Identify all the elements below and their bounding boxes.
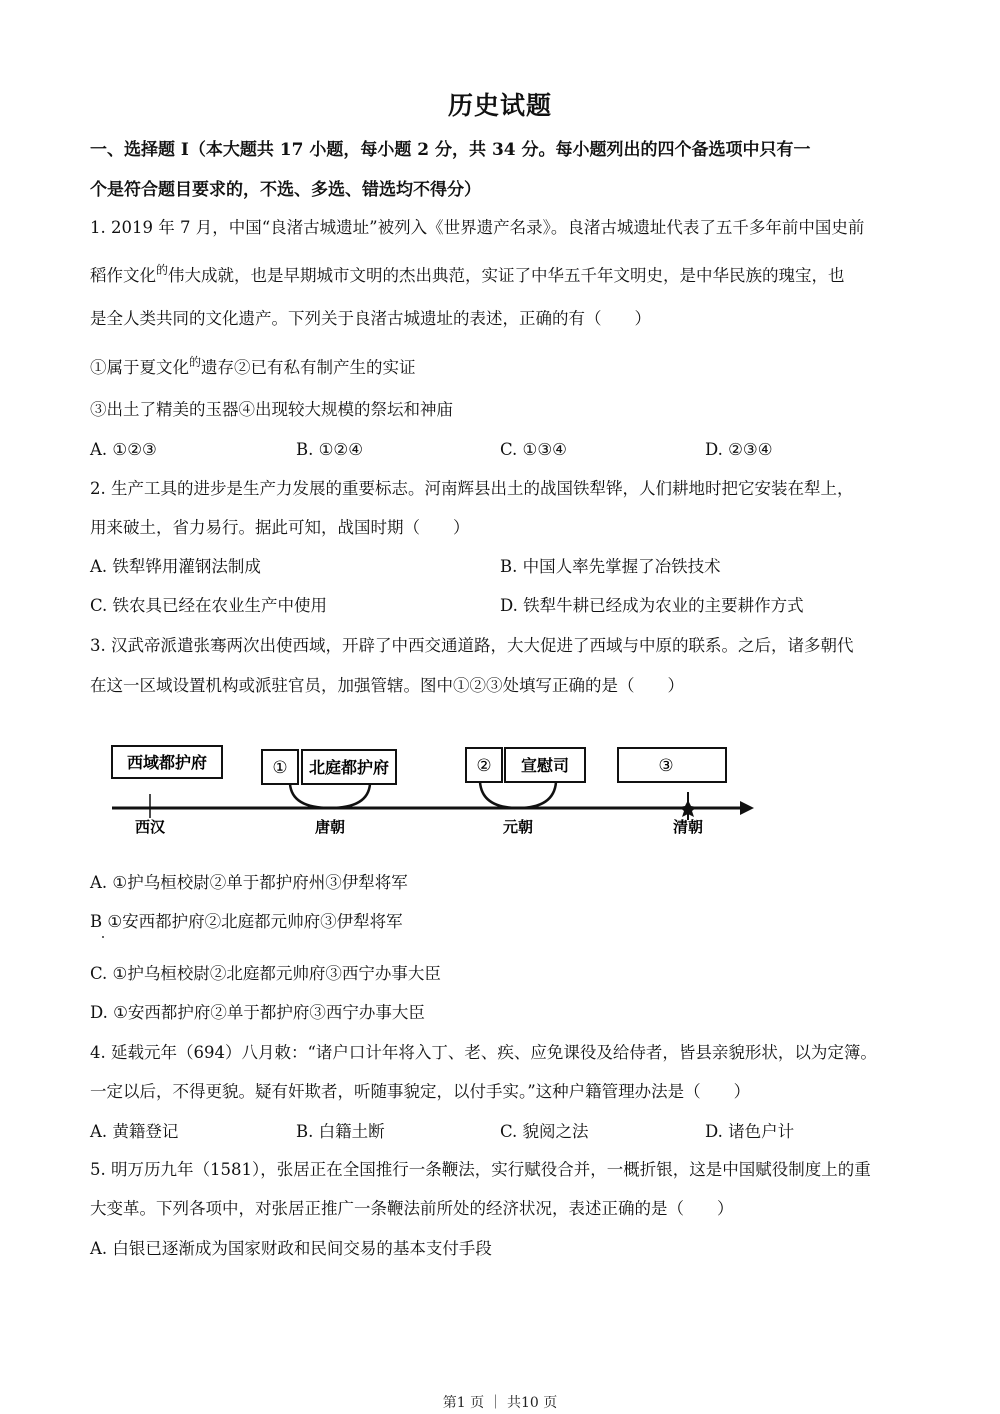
q5-stem-line2: 大变革。下列各项中，对张居正推广一条鞭法前所处的经济状况，表述正确的是（ ） <box>90 1199 734 1218</box>
q2-option-b[interactable]: B. 中国人率先掌握了冶铁技术 <box>500 557 721 576</box>
q4-stem-line1: 4. 延载元年（694）八月敕：“诸户口计年将入丁、老、疾、应免课役及给侍者，皆县亲貌形状，以为定簿。 <box>90 1043 877 1062</box>
q2-option-a[interactable]: A. 铁犁铧用灌钢法制成 <box>90 557 261 576</box>
q1-stem-line2 <box>90 263 845 287</box>
q2-option-d[interactable]: D. 铁犁牛耕已经成为农业的主要耕作方式 <box>500 596 804 615</box>
q4-option-b[interactable]: B. 白籍土断 <box>296 1122 385 1141</box>
q1-item1-sup: 的 <box>189 355 202 369</box>
q1-option-b[interactable]: B. ①②④ <box>296 440 363 459</box>
q3-stem-line1: 3. 汉武帝派遣张骞两次出使西域，开辟了中西交通道路，大大促进了西域与中原的联系。之后，诸多朝代 <box>90 636 854 655</box>
box-xiyu-label: 西域都护府 <box>126 753 208 772</box>
q4-option-a[interactable]: A. 黄籍登记 <box>90 1122 179 1141</box>
q1-stem-line2-sup: 的 <box>156 263 169 277</box>
section-heading-line1: 一、选择题 I（本大题共 17 小题，每小题 2 分，共 34 分。每小题列出的四个备选项中只有一 <box>90 140 811 160</box>
q3-option-c[interactable]: C. ①护乌桓校尉②北庭都元帅府③西宁办事大臣 <box>90 964 441 983</box>
q4-option-d[interactable]: D. 诸色户计 <box>705 1122 795 1141</box>
bracket-yuan <box>480 782 556 808</box>
timeline-arrowhead <box>740 801 754 815</box>
page-footer: 第1 页 ｜ 共10 页 <box>442 1395 558 1411</box>
q1-option-a[interactable]: A. ①②③ <box>90 440 157 459</box>
era-tang: 唐朝 <box>314 818 346 836</box>
box-blank-2-label: ② <box>476 756 492 776</box>
q5-option-a[interactable]: A. 白银已逐渐成为国家财政和民间交易的基本支付手段 <box>90 1239 492 1258</box>
q2-option-c[interactable]: C. 铁农具已经在农业生产中使用 <box>90 596 328 615</box>
q2-stem-line2: 用来破土，省力易行。据此可知，战国时期（ ） <box>90 518 470 537</box>
page-title: 历史试题 <box>447 91 552 120</box>
q3-option-b[interactable]: B ①安西都护府②北庭都元帅府③伊犁将军 <box>90 912 403 931</box>
bracket-tang <box>290 784 370 808</box>
era-xihan: 西汉 <box>134 818 166 836</box>
q1-item1-a: ①属于夏文化 <box>90 358 189 377</box>
q1-stem-line1: 1. 2019 年 7 月，中国“良渚古城遗址”被列入《世界遗产名录》。良渚古城遗址代表了五千多年前中国史前 <box>90 218 865 237</box>
q3-option-a[interactable]: A. ①护乌桓校尉②单于都护府州③伊犁将军 <box>90 873 408 892</box>
q3-option-d[interactable]: D. ①安西都护府②单于都护府③西宁办事大臣 <box>90 1003 425 1022</box>
box-blank-3-label: ③ <box>658 756 674 776</box>
box-xuanwei-label: 宣慰司 <box>520 756 570 775</box>
q1-option-c[interactable]: C. ①③④ <box>500 440 567 459</box>
stray-dot <box>102 936 104 938</box>
q1-stem-line2-a: 稻作文化 <box>90 266 156 285</box>
era-yuan: 元朝 <box>502 818 534 836</box>
era-qing: 清朝 <box>672 818 704 836</box>
q1-item1-b: 遗存②已有私有制产生的实证 <box>201 358 416 377</box>
q1-stem-line3: 是全人类共同的文化遗产。下列关于良渚古城遗址的表述，正确的有（ ） <box>90 309 651 328</box>
q3-stem-line2: 在这一区域设置机构或派驻官员，加强管辖。图中①②③处填写正确的是（ ） <box>90 676 684 695</box>
box-beiting-label: 北庭都护府 <box>308 758 390 777</box>
q1-item-line1 <box>90 355 416 379</box>
q4-option-c[interactable]: C. 貌阅之法 <box>500 1122 589 1141</box>
q1-item-line2: ③出土了精美的玉器④出现较大规模的祭坛和神庙 <box>90 400 453 419</box>
q1-option-d[interactable]: D. ②③④ <box>705 440 773 459</box>
q5-stem-line1: 5. 明万历九年（1581），张居正在全国推行一条鞭法，实行赋役合并，一概折银，这是中国赋役制度上的重 <box>90 1160 871 1179</box>
q1-stem-line2-b: 伟大成就，也是早期城市文明的杰出典范，实证了中华五千年文明史，是中华民族的瑰宝，也 <box>168 266 845 285</box>
section-heading-line2: 个是符合题目要求的，不选、多选、错选均不得分） <box>90 180 481 200</box>
box-blank-1-label: ① <box>272 758 288 778</box>
timeline-diagram <box>100 740 760 840</box>
q2-stem-line1: 2. 生产工具的进步是生产力发展的重要标志。河南辉县出土的战国铁犁铧，人们耕地时把它安装在犁上， <box>90 479 854 498</box>
q4-stem-line2: 一定以后，不得更貌。疑有奸欺者，听随事貌定，以付手实。”这种户籍管理办法是（ ） <box>90 1082 751 1101</box>
